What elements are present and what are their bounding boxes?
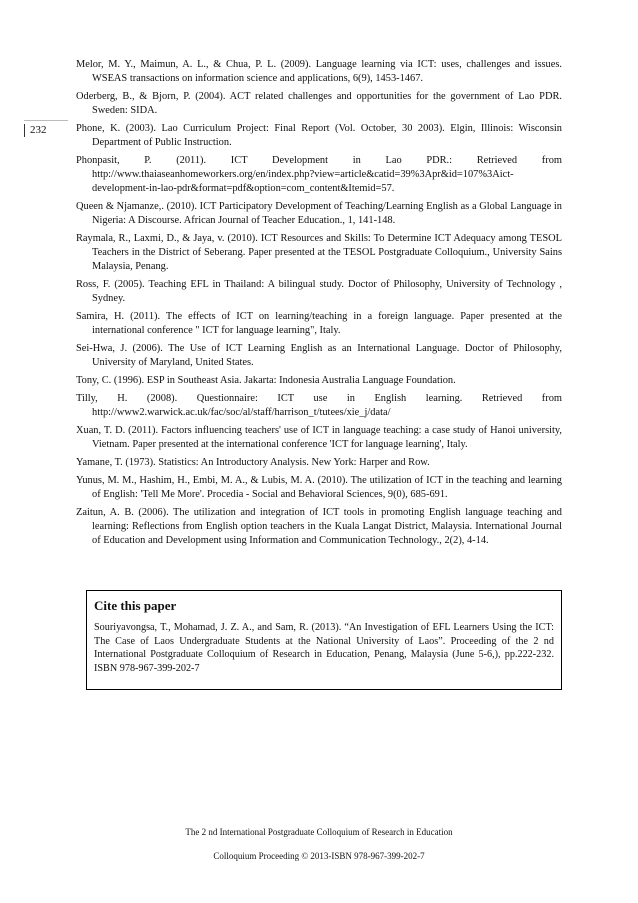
reference-item: Xuan, T. D. (2011). Factors influencing teachers' use of ICT in language teaching: a case study of Hanoi university, Vietnam. Paper presented at the international conference 'ICT for language learning', Italy. [76,425,562,450]
reference-item: Raymala, R., Laxmi, D., & Jaya, v. (2010). ICT Resources and Skills: To Determine ICT Adequacy among TESOL Teachers in the District of Seberang. Paper presented at the TESOL Postgraduate Colloquium., University Sains Malaysia, Penang. [76,233,562,272]
cite-box [86,590,562,690]
reference-item: Tilly, H. (2008). Questionnaire: ICT use in English learning. Retrieved from http://www2.warwick.ac.uk/fac/soc/al/staff/harrison_t/tutees/xie_j/data/ [76,393,562,418]
reference-item: Phonpasit, P. (2011). ICT Development in Lao PDR.: Retrieved from http://www.thaiaseanhomeworkers.org/en/index.php?view=article&catid=39%3Apr&id=107%3Aict-development-in-lao-pdr&format=pdf&option=com_content&Itemid=57. [76,155,562,194]
reference-item: Samira, H. (2011). The effects of ICT on learning/teaching in a foreign language. Paper presented at the international conference " ICT for language learning", Italy. [76,311,562,336]
reference-item: Oderberg, B., & Bjorn, P. (2004). ACT related challenges and opportunities for the government of Lao PDR. Sweden: SIDA. [76,91,562,116]
reference-item: Yunus, M. M., Hashim, H., Embi, M. A., & Lubis, M. A. (2010). The utilization of ICT in the teaching and learning of English: 'Tell Me More'. Procedia - Social and Behavioral Sciences, 9(0), 685-691. [76,475,562,500]
page-number-rule [24,120,68,121]
reference-item: Melor, M. Y., Maimun, A. L., & Chua, P. L. (2009). Language learning via ICT: uses, challenges and issues. WSEAS transactions on information science and applications, 6(9), 1453-1467. [76,59,562,84]
reference-item: Phone, K. (2003). Lao Curriculum Project: Final Report (Vol. October, 30 2003). Elgin, Illinois: Wisconsin Department of Public Instruction. [76,123,562,148]
page-number: 232 [24,124,47,137]
footer-conference: The 2 nd International Postgraduate Colloquium of Research in Education [185,827,453,837]
reference-item: Zaitun, A. B. (2006). The utilization and integration of ICT tools in promoting English language teaching and learning: Reflections from English option teachers in the Kuala Langat District, Malaysia. International Journal of Education and Development using Information and Communication Technology., 2(2), 4-14. [76,507,562,546]
footer-proceeding: Colloquium Proceeding © 2013-ISBN 978-967-399-202-7 [213,851,425,861]
cite-box-text: Souriyavongsa, T., Mohamad, J. Z. A., and Sam, R. (2013). “An Investigation of EFL Learners Using the ICT: The Case of Laos Undergraduate Students at the National University of Laos”. Proceeding of the 2 nd International Postgraduate Colloquium of Research in Education, Penang, Malaysia (June 5-6,), pp.222-232. ISBN 978-967-399-202-7 [94,622,554,674]
reference-item: Ross, F. (2005). Teaching EFL in Thailand: A bilingual study. Doctor of Philosophy, University of Technology , Sydney. [76,279,562,304]
reference-item: Sei-Hwa, J. (2006). The Use of ICT Learning English as an International Language. Doctor of Philosophy, University of Maryland, United States. [76,343,562,368]
reference-item: Yamane, T. (1973). Statistics: An Introductory Analysis. New York: Harper and Row. [76,457,430,468]
reference-item: Tony, C. (1996). ESP in Southeast Asia. Jakarta: Indonesia Australia Language Foundation. [76,375,456,386]
cite-box-title: Cite this paper [94,598,177,613]
reference-item: Queen & Njamanze,. (2010). ICT Participatory Development of Teaching/Learning English as a Global Language in Nigeria: A Discourse. African Journal of Teacher Education., 1, 141-148. [76,201,562,226]
reference-list [76,58,562,552]
